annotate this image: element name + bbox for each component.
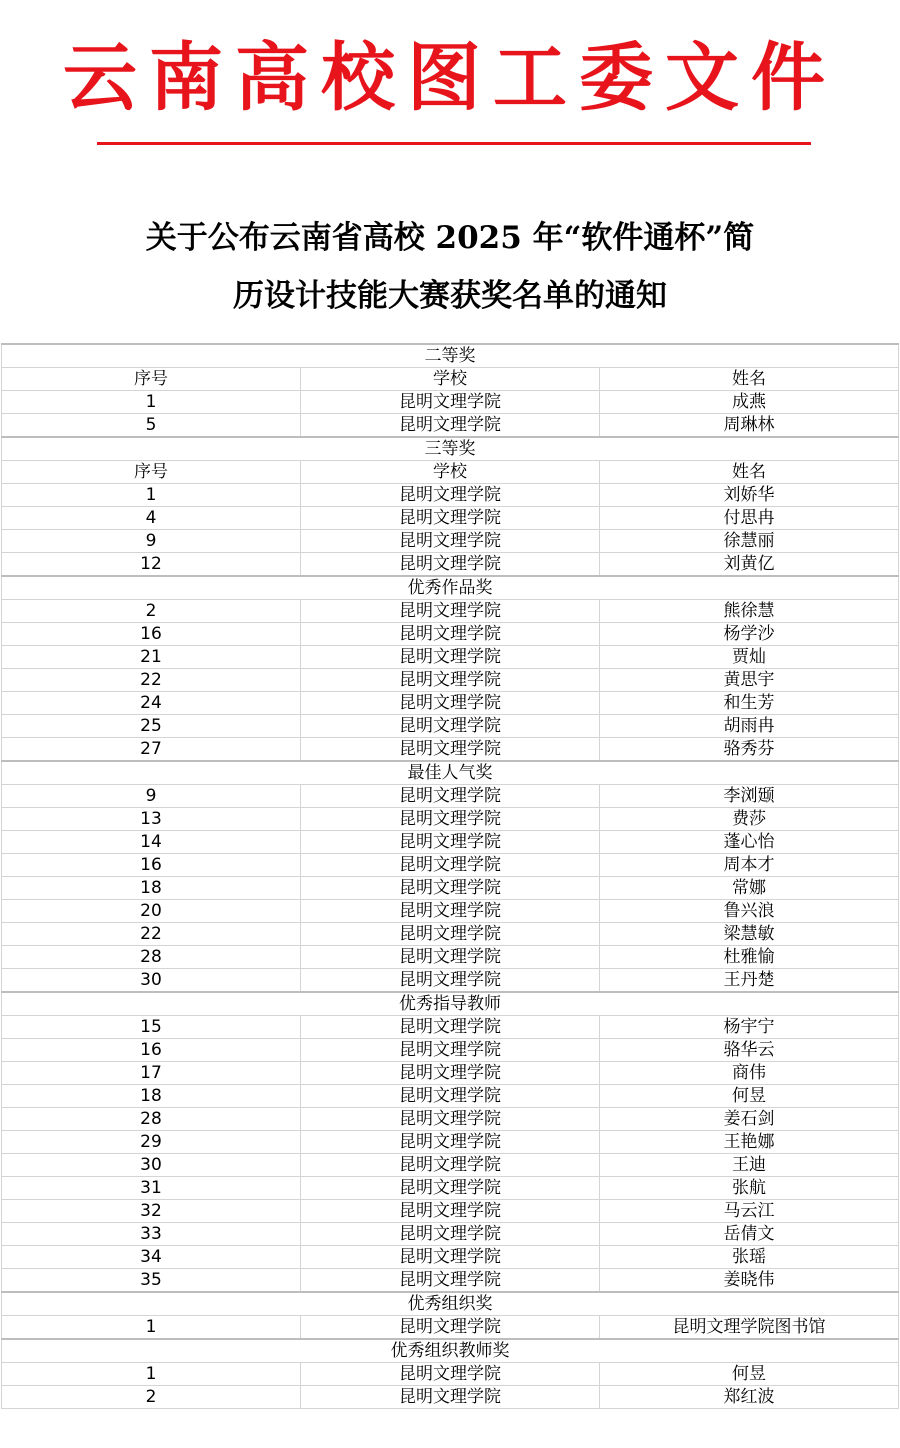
table-row: [2, 831, 899, 854]
cell-no: 1: [2, 484, 301, 507]
cell-name: 杜雅愉: [600, 946, 899, 969]
column-header-school: 学校: [301, 368, 600, 391]
column-header-name: 姓名: [600, 368, 899, 391]
section-title: 优秀组织教师奖: [2, 1339, 899, 1363]
cell-no: 9: [2, 785, 301, 808]
table-row: [2, 1246, 899, 1269]
section-title-row: [2, 344, 899, 368]
table-row: [2, 923, 899, 946]
cell-no: 35: [2, 1269, 301, 1293]
cell-name: 周琳林: [600, 414, 899, 438]
table-row: [2, 1085, 899, 1108]
section-title-row: [2, 576, 899, 600]
section-title: 优秀作品奖: [2, 576, 899, 600]
cell-school: 昆明文理学院: [301, 831, 600, 854]
cell-no: 32: [2, 1200, 301, 1223]
table-row: [2, 785, 899, 808]
cell-school: 昆明文理学院: [301, 1108, 600, 1131]
table-row: [2, 1108, 899, 1131]
cell-no: 1: [2, 1316, 301, 1340]
cell-name: 胡雨冉: [600, 715, 899, 738]
cell-name: 黄思宇: [600, 669, 899, 692]
cell-no: 1: [2, 391, 301, 414]
cell-no: 18: [2, 1085, 301, 1108]
column-header-row: [2, 461, 899, 484]
cell-school: 昆明文理学院: [301, 877, 600, 900]
table-row: [2, 1269, 899, 1293]
cell-no: 22: [2, 923, 301, 946]
cell-no: 30: [2, 1154, 301, 1177]
cell-school: 昆明文理学院: [301, 1246, 600, 1269]
column-header-school: 学校: [301, 461, 600, 484]
cell-name: 马云江: [600, 1200, 899, 1223]
cell-no: 21: [2, 646, 301, 669]
cell-name: 杨学沙: [600, 623, 899, 646]
cell-no: 34: [2, 1246, 301, 1269]
table-row: [2, 553, 899, 577]
cell-school: 昆明文理学院: [301, 1363, 600, 1386]
table-row: [2, 715, 899, 738]
section-title-row: [2, 437, 899, 461]
cell-no: 27: [2, 738, 301, 762]
cell-name: 张瑶: [600, 1246, 899, 1269]
cell-no: 15: [2, 1016, 301, 1039]
table-row: [2, 969, 899, 993]
table-row: [2, 1363, 899, 1386]
cell-no: 25: [2, 715, 301, 738]
cell-name: 周本才: [600, 854, 899, 877]
cell-school: 昆明文理学院: [301, 1062, 600, 1085]
cell-school: 昆明文理学院: [301, 1200, 600, 1223]
cell-name: 王迪: [600, 1154, 899, 1177]
cell-no: 31: [2, 1177, 301, 1200]
table-row: [2, 900, 899, 923]
table-row: [2, 877, 899, 900]
cell-school: 昆明文理学院: [301, 1177, 600, 1200]
cell-no: 13: [2, 808, 301, 831]
table-row: [2, 1200, 899, 1223]
cell-name: 刘娇华: [600, 484, 899, 507]
cell-name: 李浏颋: [600, 785, 899, 808]
cell-school: 昆明文理学院: [301, 1269, 600, 1293]
cell-no: 4: [2, 507, 301, 530]
cell-school: 昆明文理学院: [301, 623, 600, 646]
cell-no: 30: [2, 969, 301, 993]
cell-name: 费莎: [600, 808, 899, 831]
cell-school: 昆明文理学院: [301, 1154, 600, 1177]
header-divider: [97, 142, 811, 145]
cell-name: 王艳娜: [600, 1131, 899, 1154]
notice-title-line-2: 历设计技能大赛获奖名单的通知: [233, 278, 667, 314]
cell-school: 昆明文理学院: [301, 900, 600, 923]
award-list-table: [1, 343, 899, 1409]
table-row: [2, 530, 899, 553]
table-row: [2, 1062, 899, 1085]
column-header-no: 序号: [2, 368, 301, 391]
cell-no: 12: [2, 553, 301, 577]
cell-name: 骆华云: [600, 1039, 899, 1062]
table-row: [2, 600, 899, 623]
cell-school: 昆明文理学院: [301, 484, 600, 507]
cell-name: 成燕: [600, 391, 899, 414]
cell-name: 鲁兴浪: [600, 900, 899, 923]
cell-name: 贾灿: [600, 646, 899, 669]
cell-school: 昆明文理学院: [301, 1039, 600, 1062]
cell-name: 付思冉: [600, 507, 899, 530]
table-row: [2, 808, 899, 831]
cell-school: 昆明文理学院: [301, 646, 600, 669]
cell-school: 昆明文理学院: [301, 1131, 600, 1154]
cell-name: 姜晓伟: [600, 1269, 899, 1293]
cell-name: 郑红波: [600, 1386, 899, 1409]
table-row: [2, 1154, 899, 1177]
cell-no: 16: [2, 854, 301, 877]
cell-school: 昆明文理学院: [301, 969, 600, 993]
table-row: [2, 507, 899, 530]
cell-no: 24: [2, 692, 301, 715]
cell-no: 33: [2, 1223, 301, 1246]
cell-school: 昆明文理学院: [301, 391, 600, 414]
award-list-body: [2, 344, 899, 1409]
table-row: [2, 692, 899, 715]
cell-school: 昆明文理学院: [301, 414, 600, 438]
cell-school: 昆明文理学院: [301, 507, 600, 530]
section-title-row: [2, 761, 899, 785]
cell-name: 常娜: [600, 877, 899, 900]
cell-no: 17: [2, 1062, 301, 1085]
table-row: [2, 484, 899, 507]
cell-name: 昆明文理学院图书馆: [600, 1316, 899, 1340]
cell-name: 蓬心怡: [600, 831, 899, 854]
cell-no: 9: [2, 530, 301, 553]
notice-title-line-1: 关于公布云南省高校 2025 年“软件通杯”简: [145, 220, 755, 256]
column-header-no: 序号: [2, 461, 301, 484]
section-title: 最佳人气奖: [2, 761, 899, 785]
cell-no: 16: [2, 1039, 301, 1062]
cell-school: 昆明文理学院: [301, 808, 600, 831]
cell-school: 昆明文理学院: [301, 946, 600, 969]
cell-name: 刘黄亿: [600, 553, 899, 577]
table-row: [2, 1177, 899, 1200]
cell-name: 何昱: [600, 1085, 899, 1108]
cell-school: 昆明文理学院: [301, 692, 600, 715]
column-header-name: 姓名: [600, 461, 899, 484]
cell-name: 何昱: [600, 1363, 899, 1386]
table-row: [2, 1039, 899, 1062]
table-row: [2, 623, 899, 646]
section-title-row: [2, 992, 899, 1016]
cell-no: 29: [2, 1131, 301, 1154]
cell-name: 熊徐慧: [600, 600, 899, 623]
cell-school: 昆明文理学院: [301, 1386, 600, 1409]
cell-name: 杨宇宁: [600, 1016, 899, 1039]
section-title: 优秀指导教师: [2, 992, 899, 1016]
cell-school: 昆明文理学院: [301, 785, 600, 808]
section-title: 优秀组织奖: [2, 1292, 899, 1316]
cell-no: 2: [2, 1386, 301, 1409]
cell-school: 昆明文理学院: [301, 923, 600, 946]
table-row: [2, 1131, 899, 1154]
cell-no: 2: [2, 600, 301, 623]
cell-name: 徐慧丽: [600, 530, 899, 553]
table-row: [2, 391, 899, 414]
cell-school: 昆明文理学院: [301, 1316, 600, 1340]
cell-no: 22: [2, 669, 301, 692]
table-row: [2, 1223, 899, 1246]
cell-name: 王丹楚: [600, 969, 899, 993]
cell-school: 昆明文理学院: [301, 738, 600, 762]
table-row: [2, 646, 899, 669]
table-row: [2, 414, 899, 438]
section-title-row: [2, 1339, 899, 1363]
cell-no: 28: [2, 946, 301, 969]
document-header-title: 云南高校图工委文件: [63, 35, 837, 121]
cell-no: 16: [2, 623, 301, 646]
section-title-row: [2, 1292, 899, 1316]
cell-no: 20: [2, 900, 301, 923]
cell-school: 昆明文理学院: [301, 553, 600, 577]
table-row: [2, 1316, 899, 1340]
section-title: 二等奖: [2, 344, 899, 368]
cell-no: 18: [2, 877, 301, 900]
table-row: [2, 854, 899, 877]
cell-school: 昆明文理学院: [301, 1085, 600, 1108]
cell-school: 昆明文理学院: [301, 1016, 600, 1039]
cell-name: 张航: [600, 1177, 899, 1200]
cell-name: 和生芳: [600, 692, 899, 715]
cell-school: 昆明文理学院: [301, 715, 600, 738]
cell-name: 骆秀芬: [600, 738, 899, 762]
cell-school: 昆明文理学院: [301, 669, 600, 692]
cell-school: 昆明文理学院: [301, 530, 600, 553]
cell-school: 昆明文理学院: [301, 600, 600, 623]
cell-name: 姜石剑: [600, 1108, 899, 1131]
cell-no: 14: [2, 831, 301, 854]
table-row: [2, 669, 899, 692]
column-header-row: [2, 368, 899, 391]
cell-name: 岳倩文: [600, 1223, 899, 1246]
table-row: [2, 1386, 899, 1409]
table-row: [2, 738, 899, 762]
cell-name: 商伟: [600, 1062, 899, 1085]
table-row: [2, 1016, 899, 1039]
cell-no: 1: [2, 1363, 301, 1386]
table-row: [2, 946, 899, 969]
cell-school: 昆明文理学院: [301, 1223, 600, 1246]
cell-name: 梁慧敏: [600, 923, 899, 946]
section-title: 三等奖: [2, 437, 899, 461]
cell-school: 昆明文理学院: [301, 854, 600, 877]
cell-no: 28: [2, 1108, 301, 1131]
cell-no: 5: [2, 414, 301, 438]
